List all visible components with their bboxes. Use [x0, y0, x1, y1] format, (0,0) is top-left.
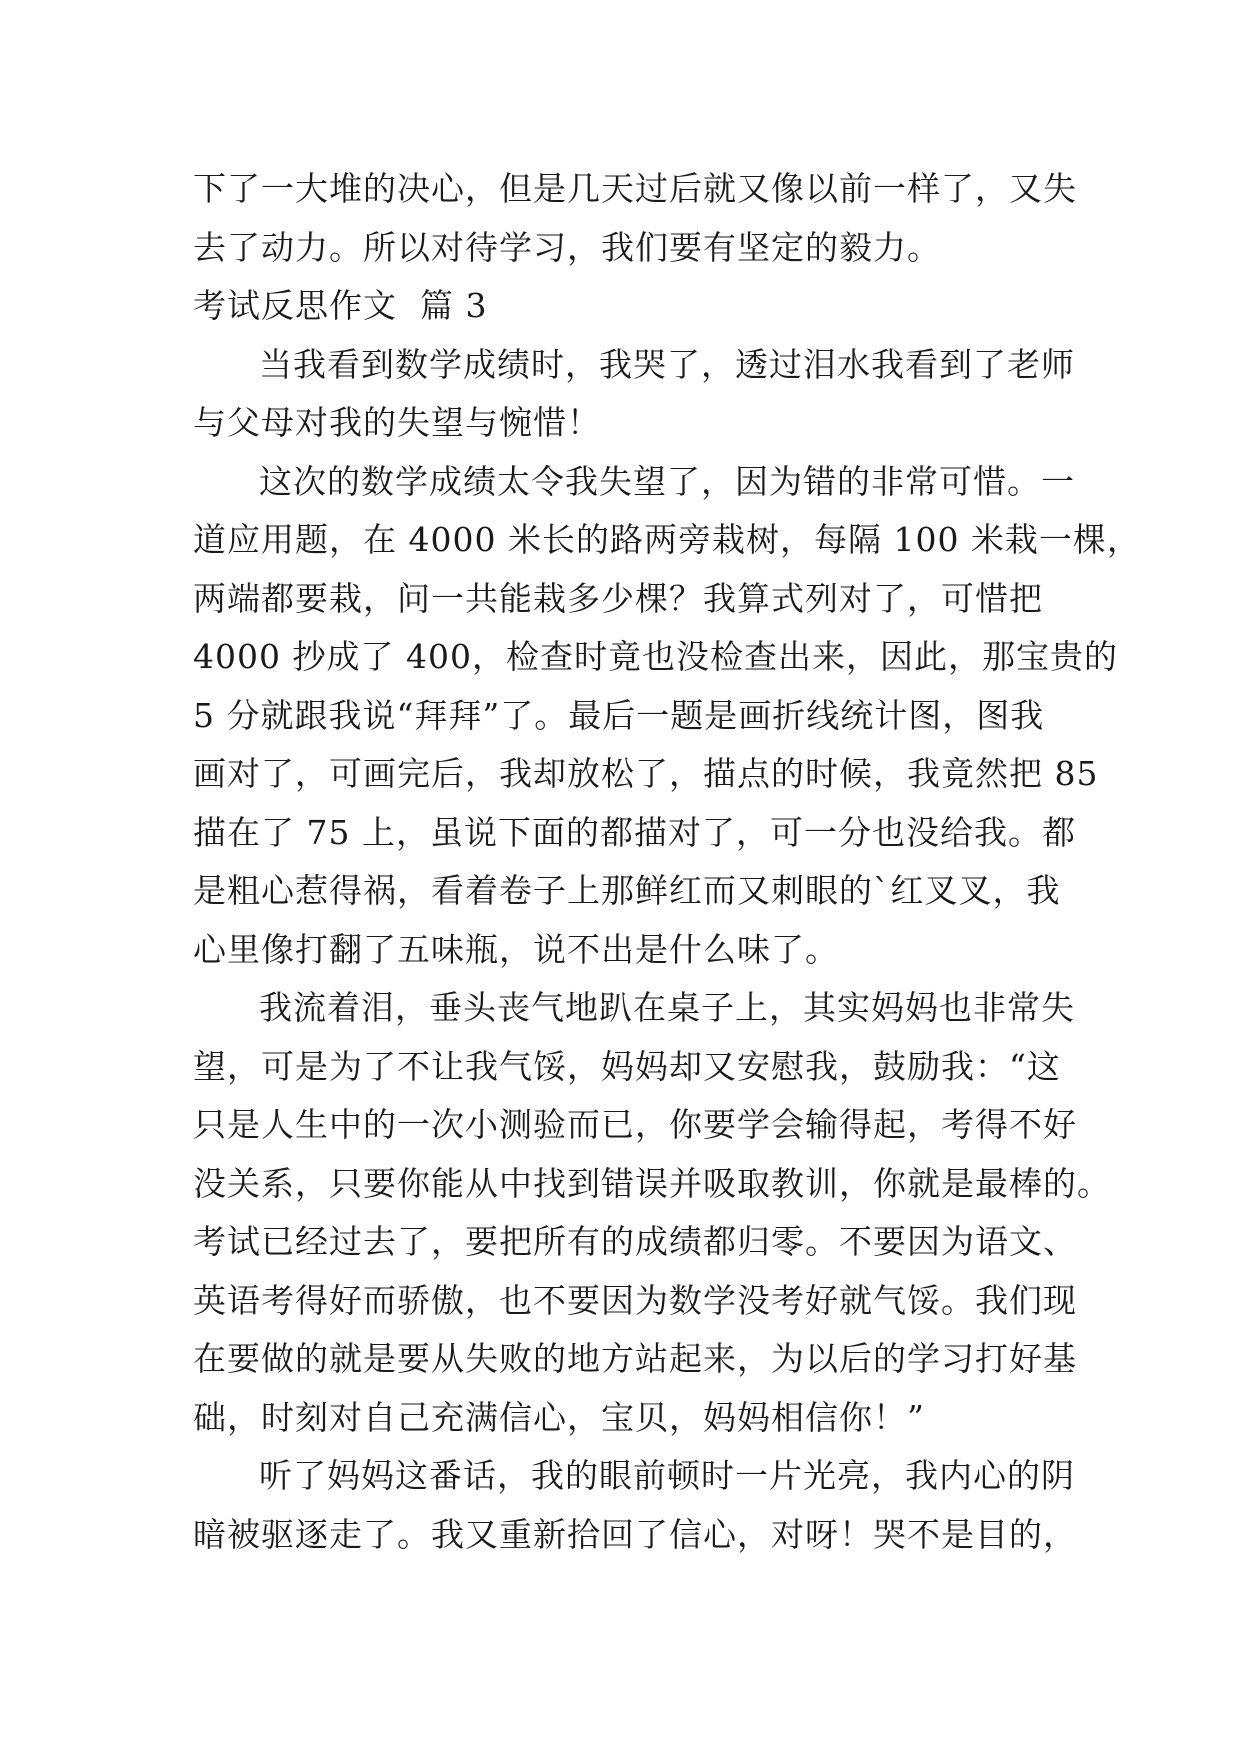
text-line: 础，时刻对自己充满信心，宝贝，妈妈相信你！” — [193, 1397, 925, 1437]
text-line: 是粗心惹得祸，看着卷子上那鲜红而又刺眼的`红叉叉，我 — [193, 871, 1061, 910]
paragraph — [193, 979, 1111, 1447]
text-line: 两端都要栽，问一共能栽多少棵？我算式列对了，可惜把 — [193, 578, 1043, 618]
paragraph — [193, 453, 1141, 980]
text-line: 4000 抄成了 400，检查时竟也没检查出来，因此，那宝贵的 — [193, 637, 1118, 676]
text-line: 去了动力。所以对待学习，我们要有坚定的毅力。 — [193, 227, 941, 267]
document-body — [193, 160, 1141, 1564]
text-line: 听了妈妈这番话，我的眼前顿时一片光亮，我内心的阴 — [259, 1456, 1075, 1495]
text-line: 考试已经过去了，要把所有的成绩都归零。不要因为语文、 — [193, 1222, 1077, 1261]
text-line: 在要做的就是要从失败的地方站起来，为以后的学习打好基 — [193, 1339, 1077, 1378]
text-line: 当我看到数学成绩时，我哭了，透过泪水我看到了老师 — [259, 344, 1075, 384]
section-heading — [193, 277, 1053, 336]
text-line: 下了一大堆的决心，但是几天过后就又像以前一样了，又失 — [193, 169, 1077, 208]
text-line: 暗被驱逐走了。我又重新拾回了信心，对呀！哭不是目的， — [193, 1514, 1077, 1554]
text-line: 没关系，只要你能从中找到错误并吸取教训，你就是最棒的。 — [193, 1163, 1111, 1203]
heading-text: 考试反思作文 篇 3 — [193, 286, 488, 325]
text-line: 望，可是为了不让我气馁，妈妈却又安慰我，鼓励我：“这 — [193, 1046, 1061, 1086]
text-line: 只是人生中的一次小测验而已，你要学会输得起，考得不好 — [193, 1105, 1077, 1144]
text-line: 与父母对我的失望与惋惜！ — [193, 403, 601, 442]
paragraph — [193, 1447, 1077, 1564]
text-line: 画对了，可画完后，我却放松了，描点的时候，我竟然把 85 — [193, 754, 1099, 793]
text-line: 这次的数学成绩太令我失望了，因为错的非常可惜。一 — [259, 461, 1075, 501]
paragraph — [193, 336, 1075, 453]
text-line: 描在了 75 上，虽说下面的都描对了，可一分也没给我。都 — [193, 812, 1076, 852]
text-line: 心里像打翻了五味瓶，说不出是什么味了。 — [193, 929, 839, 969]
text-line: 英语考得好而骄傲，也不要因为数学没考好就气馁。我们现 — [193, 1280, 1077, 1320]
text-line: 道应用题，在 4000 米长的路两旁栽树，每隔 100 米栽一棵， — [193, 520, 1141, 559]
paragraph — [193, 160, 1077, 277]
text-line: 5 分就跟我说“拜拜”了。最后一题是画折线统计图，图我 — [193, 695, 1045, 735]
text-line: 我流着泪，垂头丧气地趴在桌子上，其实妈妈也非常失 — [259, 988, 1075, 1027]
